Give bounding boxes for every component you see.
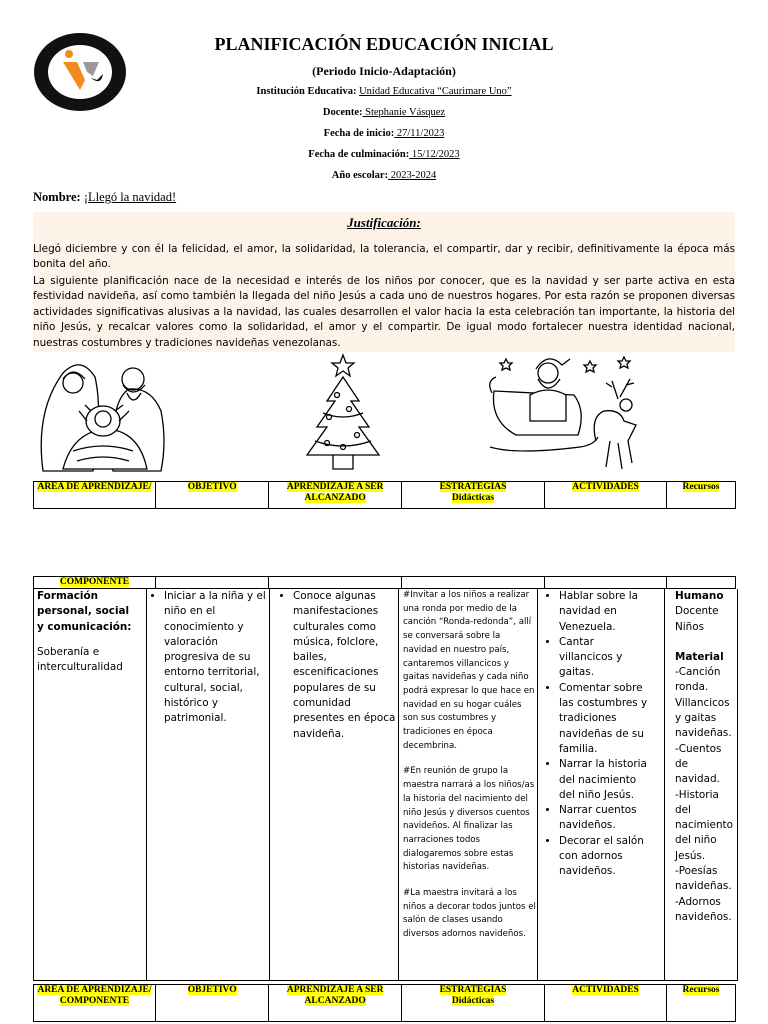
end-date-line: Fecha de culminación: 15/12/2023 [308,149,460,160]
justification-paragraph-2: La siguiente planificación nace de la necesidad e interés de los niños por conocer, que es la navidad y ser parte activa en esta festividad navideña, así como también la llegada del niño Jesús a cada uno de nuestros hogares. Por esta razón se proponen diversas actividades significativas alusivas a la navidad, las cuales desarrollen el valor hacia la esta celebración tan importante, la historia del niño Jesús, y recalcar valores como la solidaridad, el amor y el compartir. De igual modo fortalecer nuestra identidad nacional, nuestras costumbres y tradiciones navideñas venezolanas. [33,275,735,349]
recursos-cell: Humano Docente Niños Material -Canción ronda. Villancicos y gaitas navideñas. -Cuentos de navidad. -Historia del nacimiento del niño Jesús. -Poesías navideñas. -Adornos navideños. [675,590,733,923]
justification-title: Justificación: [347,215,421,230]
school-year-line: Año escolar: 2023-2024 [331,170,437,181]
table-header-2 [33,984,736,1022]
header-componente: COMPONENTE [34,577,156,589]
plan-name: Nombre: ¡Llegó la navidad! [33,190,177,204]
header-estrategias-2: ESTRATEGIAS Didácticas [401,985,544,1022]
aprendizaje-cell: • Conoce algunas manifestaciones culturales como música, folclore, bailes, escenificaciones populares de su comunidad presentes en época navideña. [279,589,397,742]
christmas-tree-image [283,351,403,479]
teacher-line: Docente: Stephanie Vásquez [322,107,446,118]
holy-family-image [33,351,173,479]
justification-paragraph-1: Llegó diciembre y con él la felicidad, el amor, la solidaridad, la tolerancia, el compartir, dar y recibir, definitivamente la época más bonita del año. [33,243,735,271]
header-objetivo: OBJETIVO [155,482,268,509]
page-subtitle: (Periodo Inicio-Adaptación) [312,64,456,78]
header-recursos: Recursos [667,482,736,509]
start-date-line: Fecha de inicio: 27/11/2023 [323,128,445,139]
header-area-2: AREA DE APRENDIZAJE/ COMPONENTE [34,985,156,1022]
santa-sleigh-image [486,351,642,479]
header-aprendizaje-2: APRENDIZAJE A SER ALCANZADO [269,985,402,1022]
justification-box [33,212,735,352]
header-aprendizaje: APRENDIZAJE A SER ALCANZADO [269,482,402,509]
area-cell: Formación personal, social y comunicación: Soberanía e interculturalidad [37,590,132,674]
header-estrategias: ESTRATEGIAS Didácticas [401,482,544,509]
header-recursos-2: Recursos [667,985,736,1022]
header-area: AREA DE APRENDIZAJE/ [34,482,156,509]
table-header-1 [33,481,736,509]
institution-line: Institución Educativa: Unidad Educativa “Caurimare Uno” [256,86,512,97]
objetivo-cell: • Iniciar a la niña y el niño en el conocimiento y valoración progresiva de su entorno territorial, cultural, social, histórico y patrimonial. [150,589,270,727]
header-actividades-2: ACTIVIDADES [545,985,667,1022]
componente-row [33,576,736,589]
page-title: PLANIFICACIÓN EDUCACIÓN INICIAL [214,34,554,54]
header-actividades: ACTIVIDADES [545,482,667,509]
actividades-cell: • Hablar sobre la navidad en Venezuela. • Cantar villancicos y gaitas. • Comentar sobre las costumbres y tradiciones navideñas de su familia. • Narrar la historia del nacimiento del niño Jesús. • Narrar cuentos navideños. • Decorar el salón con adornos navideños. [545,589,649,880]
header-objetivo-2: OBJETIVO [155,985,268,1022]
estrategias-cell: #Invitar a los niños a realizar una ronda por medio de la canción “Ronda-redonda”, allí se conversará sobre la navidad en nuestro país, cantaremos villancicos y gaitas navideñas y cada niño podrá expresar lo que hace en navidad en su hogar cuáles son sus costumbres y tradiciones en época decembrina. #En reunión de grupo la maestra narrará a los niños/as la historia del nacimiento del niño Jesús y diversos cuentos navideños. Al finalizar las narraciones todos dialogaremos sobre estas historias navideñas. #La maestra invitará a los niños a decorar todos juntos el salón de clases usando diversos adornos navideños. [403,590,536,940]
